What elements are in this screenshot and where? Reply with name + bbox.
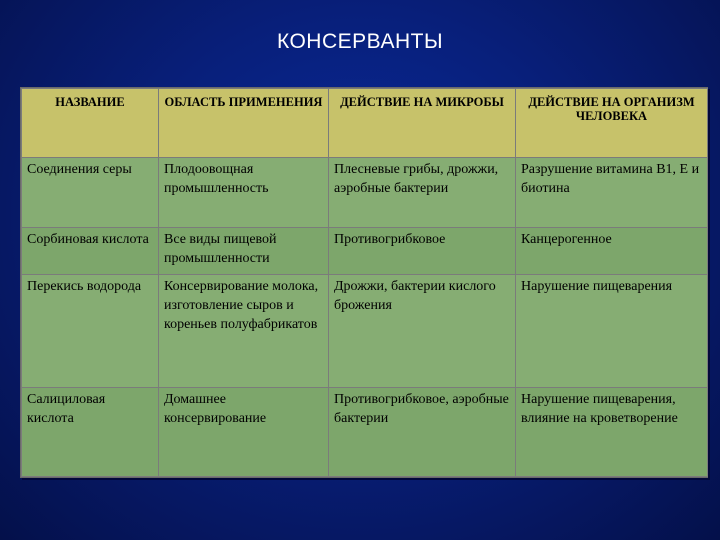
- table-row: [22, 388, 708, 477]
- cell-name: Салициловая кислота: [22, 388, 159, 477]
- cell-application-area: Плодоовощная промышленность: [159, 158, 329, 228]
- cell-application-area: Домашнее консервирование: [159, 388, 329, 477]
- cell-name: Соединения серы: [22, 158, 159, 228]
- cell-effect-on-microbes: Дрожжи, бактерии кислого брожения: [329, 275, 516, 388]
- cell-effect-on-human: Нарушение пищеварения: [516, 275, 708, 388]
- header-effect-on-human: ДЕЙСТВИЕ НА ОРГАНИЗМ ЧЕЛОВЕКА: [516, 89, 708, 158]
- cell-effect-on-human: Нарушение пищеварения, влияние на кроветворение: [516, 388, 708, 477]
- table-row: [22, 158, 708, 228]
- cell-effect-on-human: Канцерогенное: [516, 228, 708, 275]
- cell-application-area: Все виды пищевой промышленности: [159, 228, 329, 275]
- cell-effect-on-human: Разрушение витамина В1, Е и биотина: [516, 158, 708, 228]
- preservatives-table-container: [20, 87, 708, 478]
- table-header-row: [22, 89, 708, 158]
- table-row: [22, 275, 708, 388]
- slide-title: КОНСЕРВАНТЫ: [276, 30, 444, 53]
- cell-effect-on-microbes: Плесневые грибы, дрожжи, аэробные бактерии: [329, 158, 516, 228]
- header-application-area: ОБЛАСТЬ ПРИМЕНЕНИЯ: [159, 89, 329, 158]
- preservatives-table: [21, 88, 708, 477]
- header-name: НАЗВАНИЕ: [22, 89, 159, 158]
- cell-name: Перекись водорода: [22, 275, 159, 388]
- cell-application-area: Консервирование молока, изготовление сыров и кореньев полуфабрикатов: [159, 275, 329, 388]
- header-effect-on-microbes: ДЕЙСТВИЕ НА МИКРОБЫ: [329, 89, 516, 158]
- cell-effect-on-microbes: Противогрибковое: [329, 228, 516, 275]
- cell-name: Сорбиновая кислота: [22, 228, 159, 275]
- table-row: [22, 228, 708, 275]
- cell-effect-on-microbes: Противогрибковое, аэробные бактерии: [329, 388, 516, 477]
